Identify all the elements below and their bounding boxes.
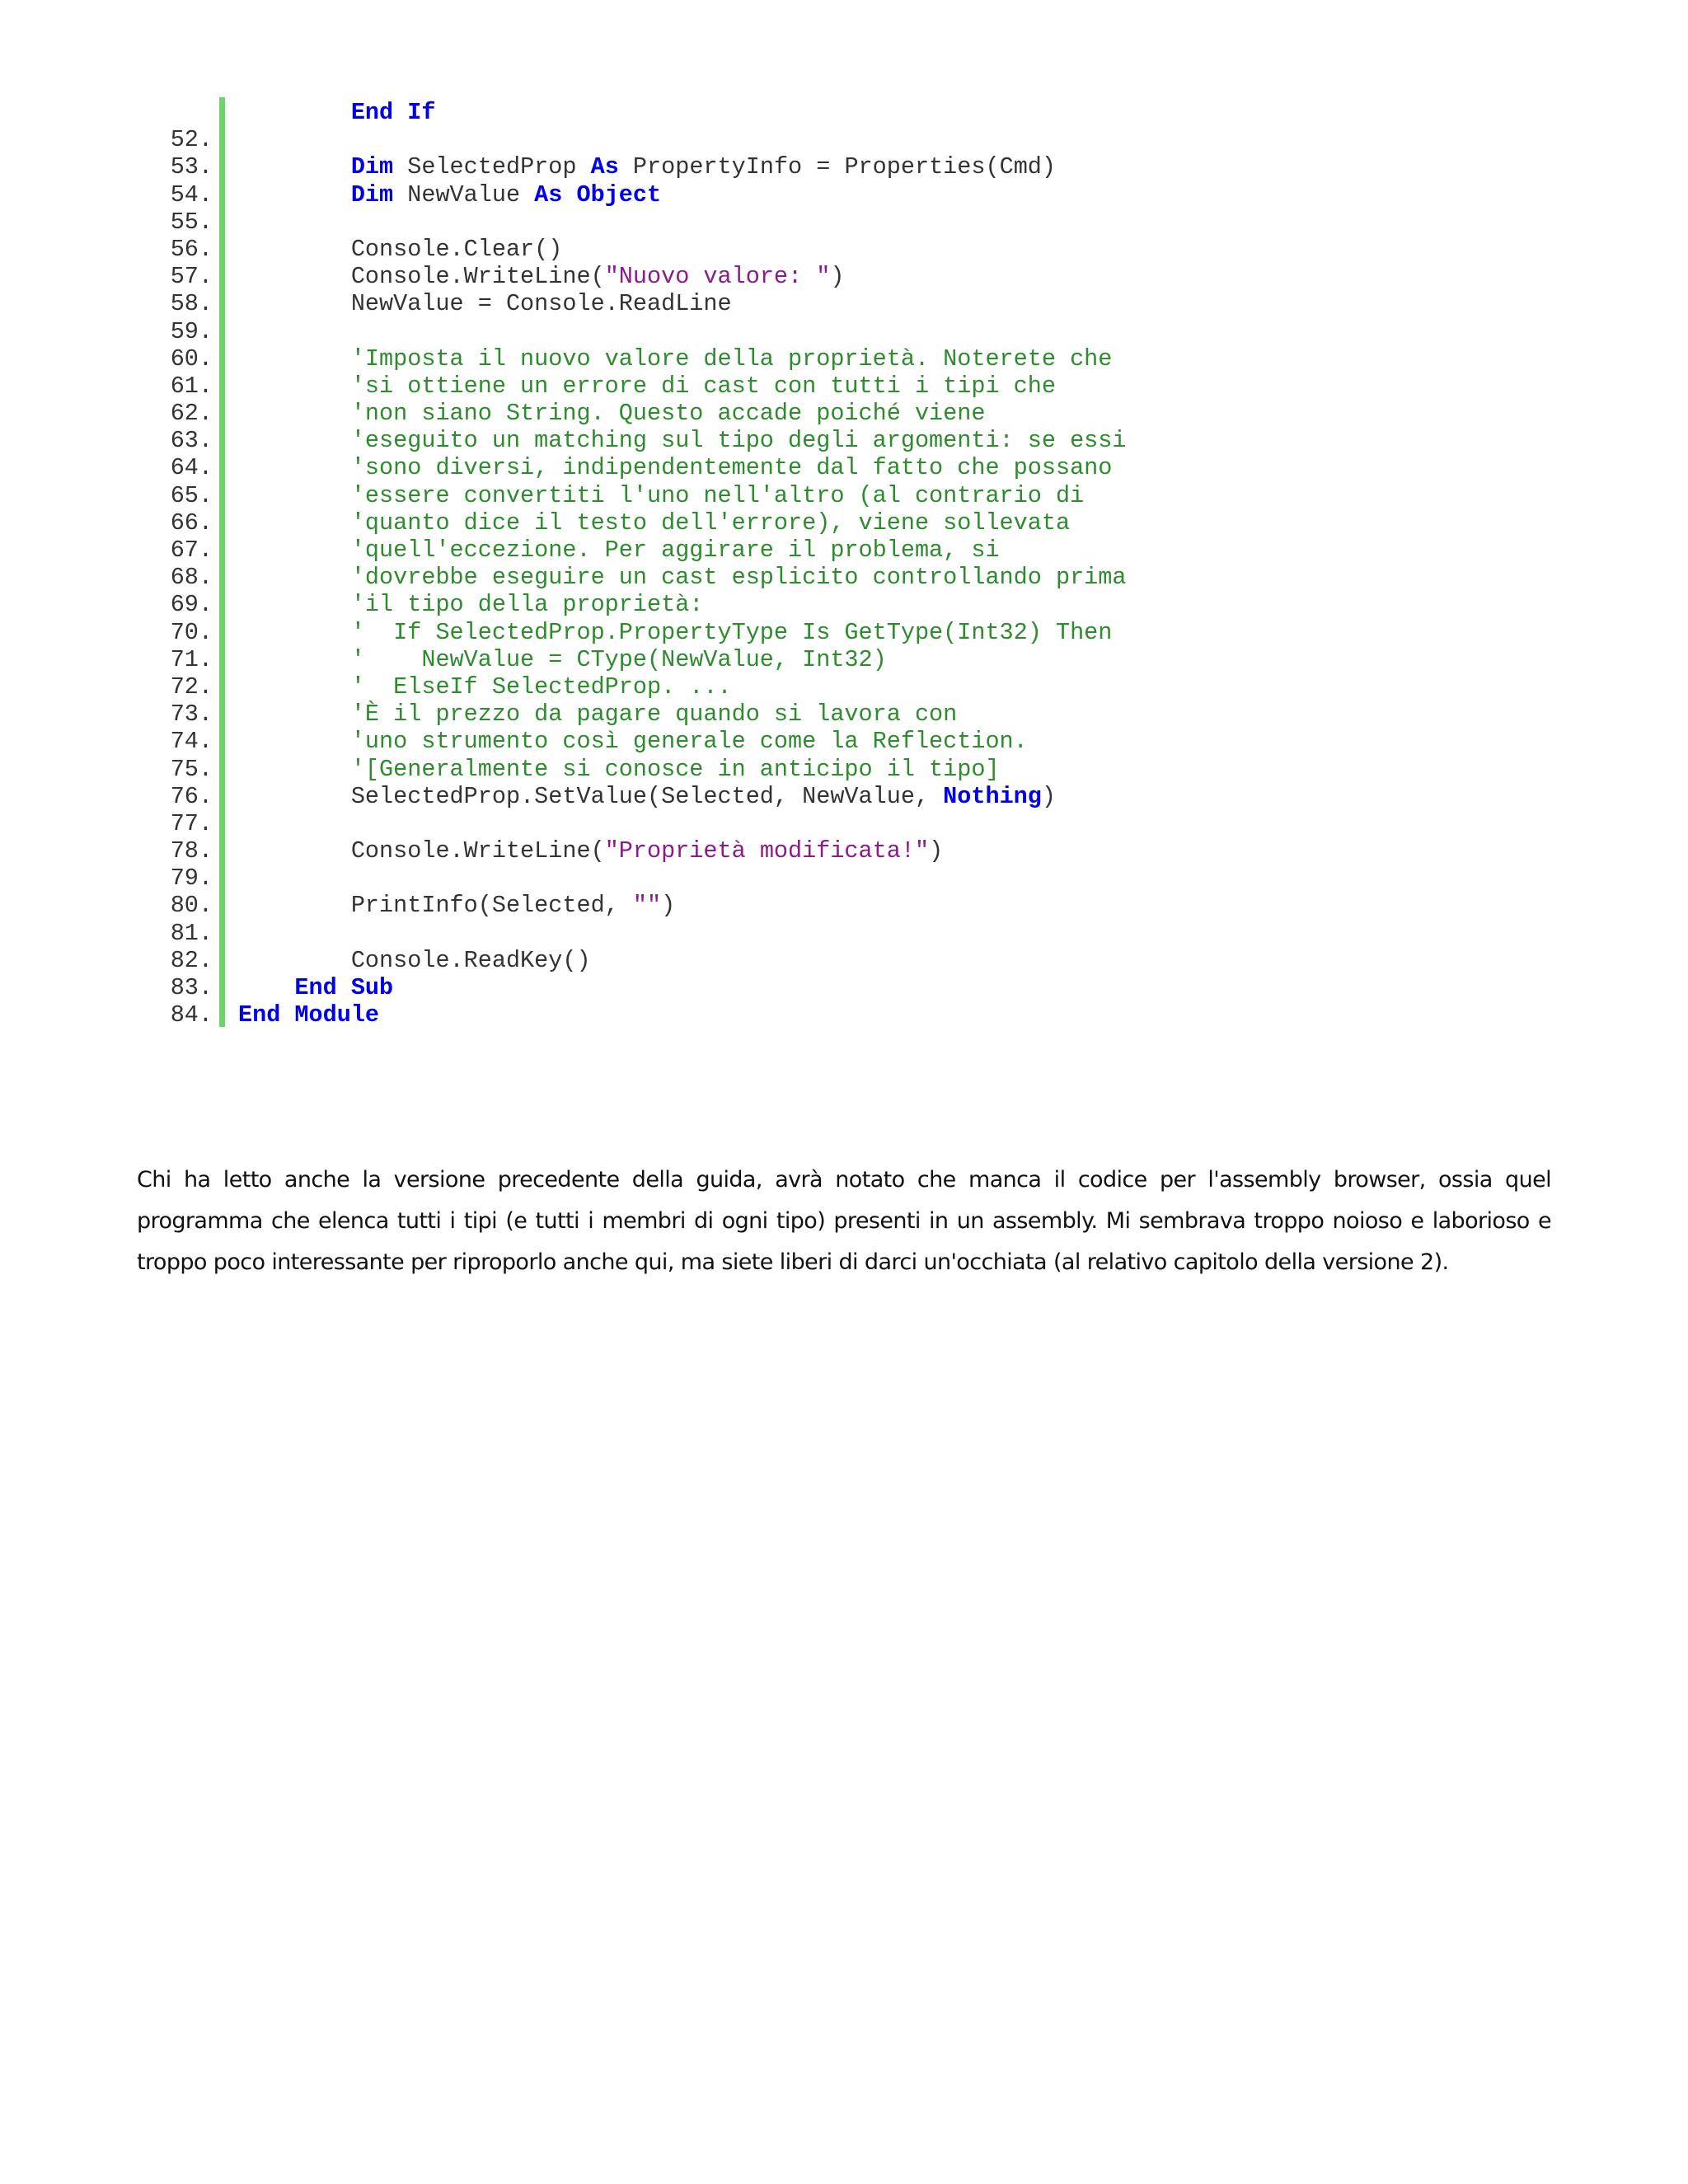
line-number: 65. [170,481,213,509]
code-text [238,728,1028,755]
code-text [238,619,1112,646]
code-indent [238,373,351,400]
line-number: 59. [170,317,213,345]
line-number: 72. [170,673,213,701]
code-keyword: End If [350,99,436,126]
code-keyword: As Object [534,180,662,209]
code-text [238,701,957,728]
code-indent [238,783,351,810]
code-indent [238,482,351,509]
line-number: 81. [170,919,213,947]
code-comment: 'quell'eccezione. Per aggirare il problema, si [350,537,1000,564]
code-string: "" [632,892,662,920]
line-number: 73. [170,701,213,729]
code-comment: 'sono diversi, indipendentemente dal fatto che possano [350,454,1113,482]
line-number: 66. [170,509,213,537]
code-text [238,756,1000,783]
line-number: 67. [170,537,213,564]
line-number: 71. [170,645,213,673]
code-plain: Console.WriteLine( [350,837,605,865]
code-text [238,400,985,427]
code-string: "Proprietà modificata!" [604,837,930,865]
code-gutter-bar [219,97,225,1027]
code-comment: ' If SelectedProp.PropertyType Is GetType(Int32) Then [350,618,1113,646]
code-indent [238,646,351,673]
code-text [238,1001,379,1029]
code-indent [238,400,351,427]
code-keyword: As [590,153,619,181]
code-plain: SelectedProp [393,153,591,181]
code-comment: 'quanto dice il testo dell'errore), viene sollevata [350,509,1071,537]
line-number: 60. [170,344,213,373]
code-text [238,345,1112,373]
line-number: 78. [170,837,213,865]
code-plain: ) [929,837,944,865]
code-plain: Console.ReadKey() [350,946,591,974]
code-indent [238,290,351,317]
code-comment: 'dovrebbe eseguire un cast esplicito controllando prima [350,564,1127,592]
code-text [238,263,844,290]
body-paragraph: Chi ha letto anche la versione precedente della guida, avrà notato che manca il codice per l'assembly browser, ossia quel programma che elenca tutti i tipi (e tutti i membri di ogni tipo) presenti in un assembly. Mi sembrava troppo noioso e laborioso e troppo poco interessante per riproporlo anche qui, ma siete liberi di darci un'occhiata (al relativo capitolo della versione 2). [137,1167,1551,1275]
line-number: 70. [170,618,213,646]
line-number: 64. [170,454,213,482]
line-number: 55. [170,208,213,236]
code-text [238,646,887,673]
code-indent [238,509,351,537]
code-text [238,373,1056,400]
code-indent [238,236,351,263]
code-indent [238,263,351,290]
line-number: 83. [170,974,213,1001]
code-comment: 'non siano String. Questo accade poiché viene [350,400,986,428]
code-comment: 'essere convertiti l'uno nell'altro (al contrario di [350,481,1085,509]
code-plain: Console.Clear() [350,235,563,263]
line-number: 75. [170,755,213,783]
code-comment: 'uno strumento così generale come la Reflection. [350,728,1028,756]
code-indent [238,454,351,481]
line-number: 68. [170,564,213,592]
code-indent [238,427,351,454]
code-indent [238,619,351,646]
line-number: 57. [170,263,213,291]
code-indent [238,591,351,618]
code-indent [238,756,351,783]
code-text [238,837,943,865]
code-text [238,482,1084,509]
line-number: 77. [170,809,213,837]
code-plain: ) [830,263,845,291]
code-indent [238,892,351,919]
code-comment: 'È il prezzo da pagare quando si lavora con [350,701,958,729]
code-indent [238,837,351,865]
code-indent [238,153,351,180]
code-text [238,947,591,974]
code-indent [238,947,351,974]
code-text [238,454,1112,481]
code-text [238,290,732,317]
line-number: 53. [170,153,213,181]
code-keyword: End Module [238,1001,380,1029]
code-text [238,591,703,618]
code-text [238,99,435,126]
code-text [238,673,732,701]
code-indent [238,99,351,126]
code-indent [238,974,294,1001]
code-comment: 'eseguito un matching sul tipo degli argomenti: se essi [350,427,1127,455]
code-comment: 'si ottiene un errore di cast con tutti i tipi che [350,372,1056,400]
code-plain: NewValue = Console.ReadLine [350,290,732,318]
code-text [238,427,1126,454]
code-text [238,509,1070,537]
code-text [238,892,675,919]
code-plain: NewValue [393,180,535,209]
line-number: 82. [170,946,213,974]
code-comment: '[Generalmente si conosce in anticipo il tipo] [350,755,1000,783]
code-text [238,153,1056,180]
code-indent [238,564,351,591]
line-number: 63. [170,427,213,455]
line-number: 62. [170,400,213,428]
code-comment: ' ElseIf SelectedProp. ... [350,673,732,701]
code-keyword: Dim [350,180,394,209]
code-text [238,783,1056,810]
code-plain: Console.WriteLine( [350,263,605,291]
code-plain: ) [1041,782,1056,810]
code-comment: ' NewValue = CType(NewValue, Int32) [350,645,887,673]
code-plain: PrintInfo(Selected, [350,892,633,920]
code-text [238,181,661,209]
line-number: 74. [170,728,213,756]
line-number: 80. [170,892,213,920]
line-number: 54. [170,180,213,209]
line-number: 76. [170,782,213,810]
line-number: 84. [170,1001,213,1029]
line-number: 58. [170,290,213,318]
code-comment: 'Imposta il nuovo valore della proprietà. Noterete che [350,344,1113,373]
code-keyword: Dim [350,153,394,181]
code-indent [238,728,351,755]
line-number: 79. [170,865,213,893]
code-indent [238,537,351,564]
line-number: 69. [170,591,213,619]
code-keyword: Nothing [943,782,1042,810]
code-comment: 'il tipo della proprietà: [350,591,704,619]
line-number: 56. [170,235,213,263]
code-plain: SelectedProp.SetValue(Selected, NewValue, [350,782,944,810]
code-plain: ) [661,892,676,920]
code-indent [238,673,351,701]
code-indent [238,181,351,209]
code-string: "Nuovo valore: " [604,263,831,291]
code-keyword: End Sub [294,974,394,1001]
code-indent [238,345,351,373]
line-number: 61. [170,372,213,400]
code-text [238,537,1000,564]
line-number: 52. [170,126,213,154]
code-indent [238,701,351,728]
code-plain: PropertyInfo = Properties(Cmd) [618,153,1056,181]
code-text [238,564,1126,591]
code-text [238,236,562,263]
code-text [238,974,393,1001]
